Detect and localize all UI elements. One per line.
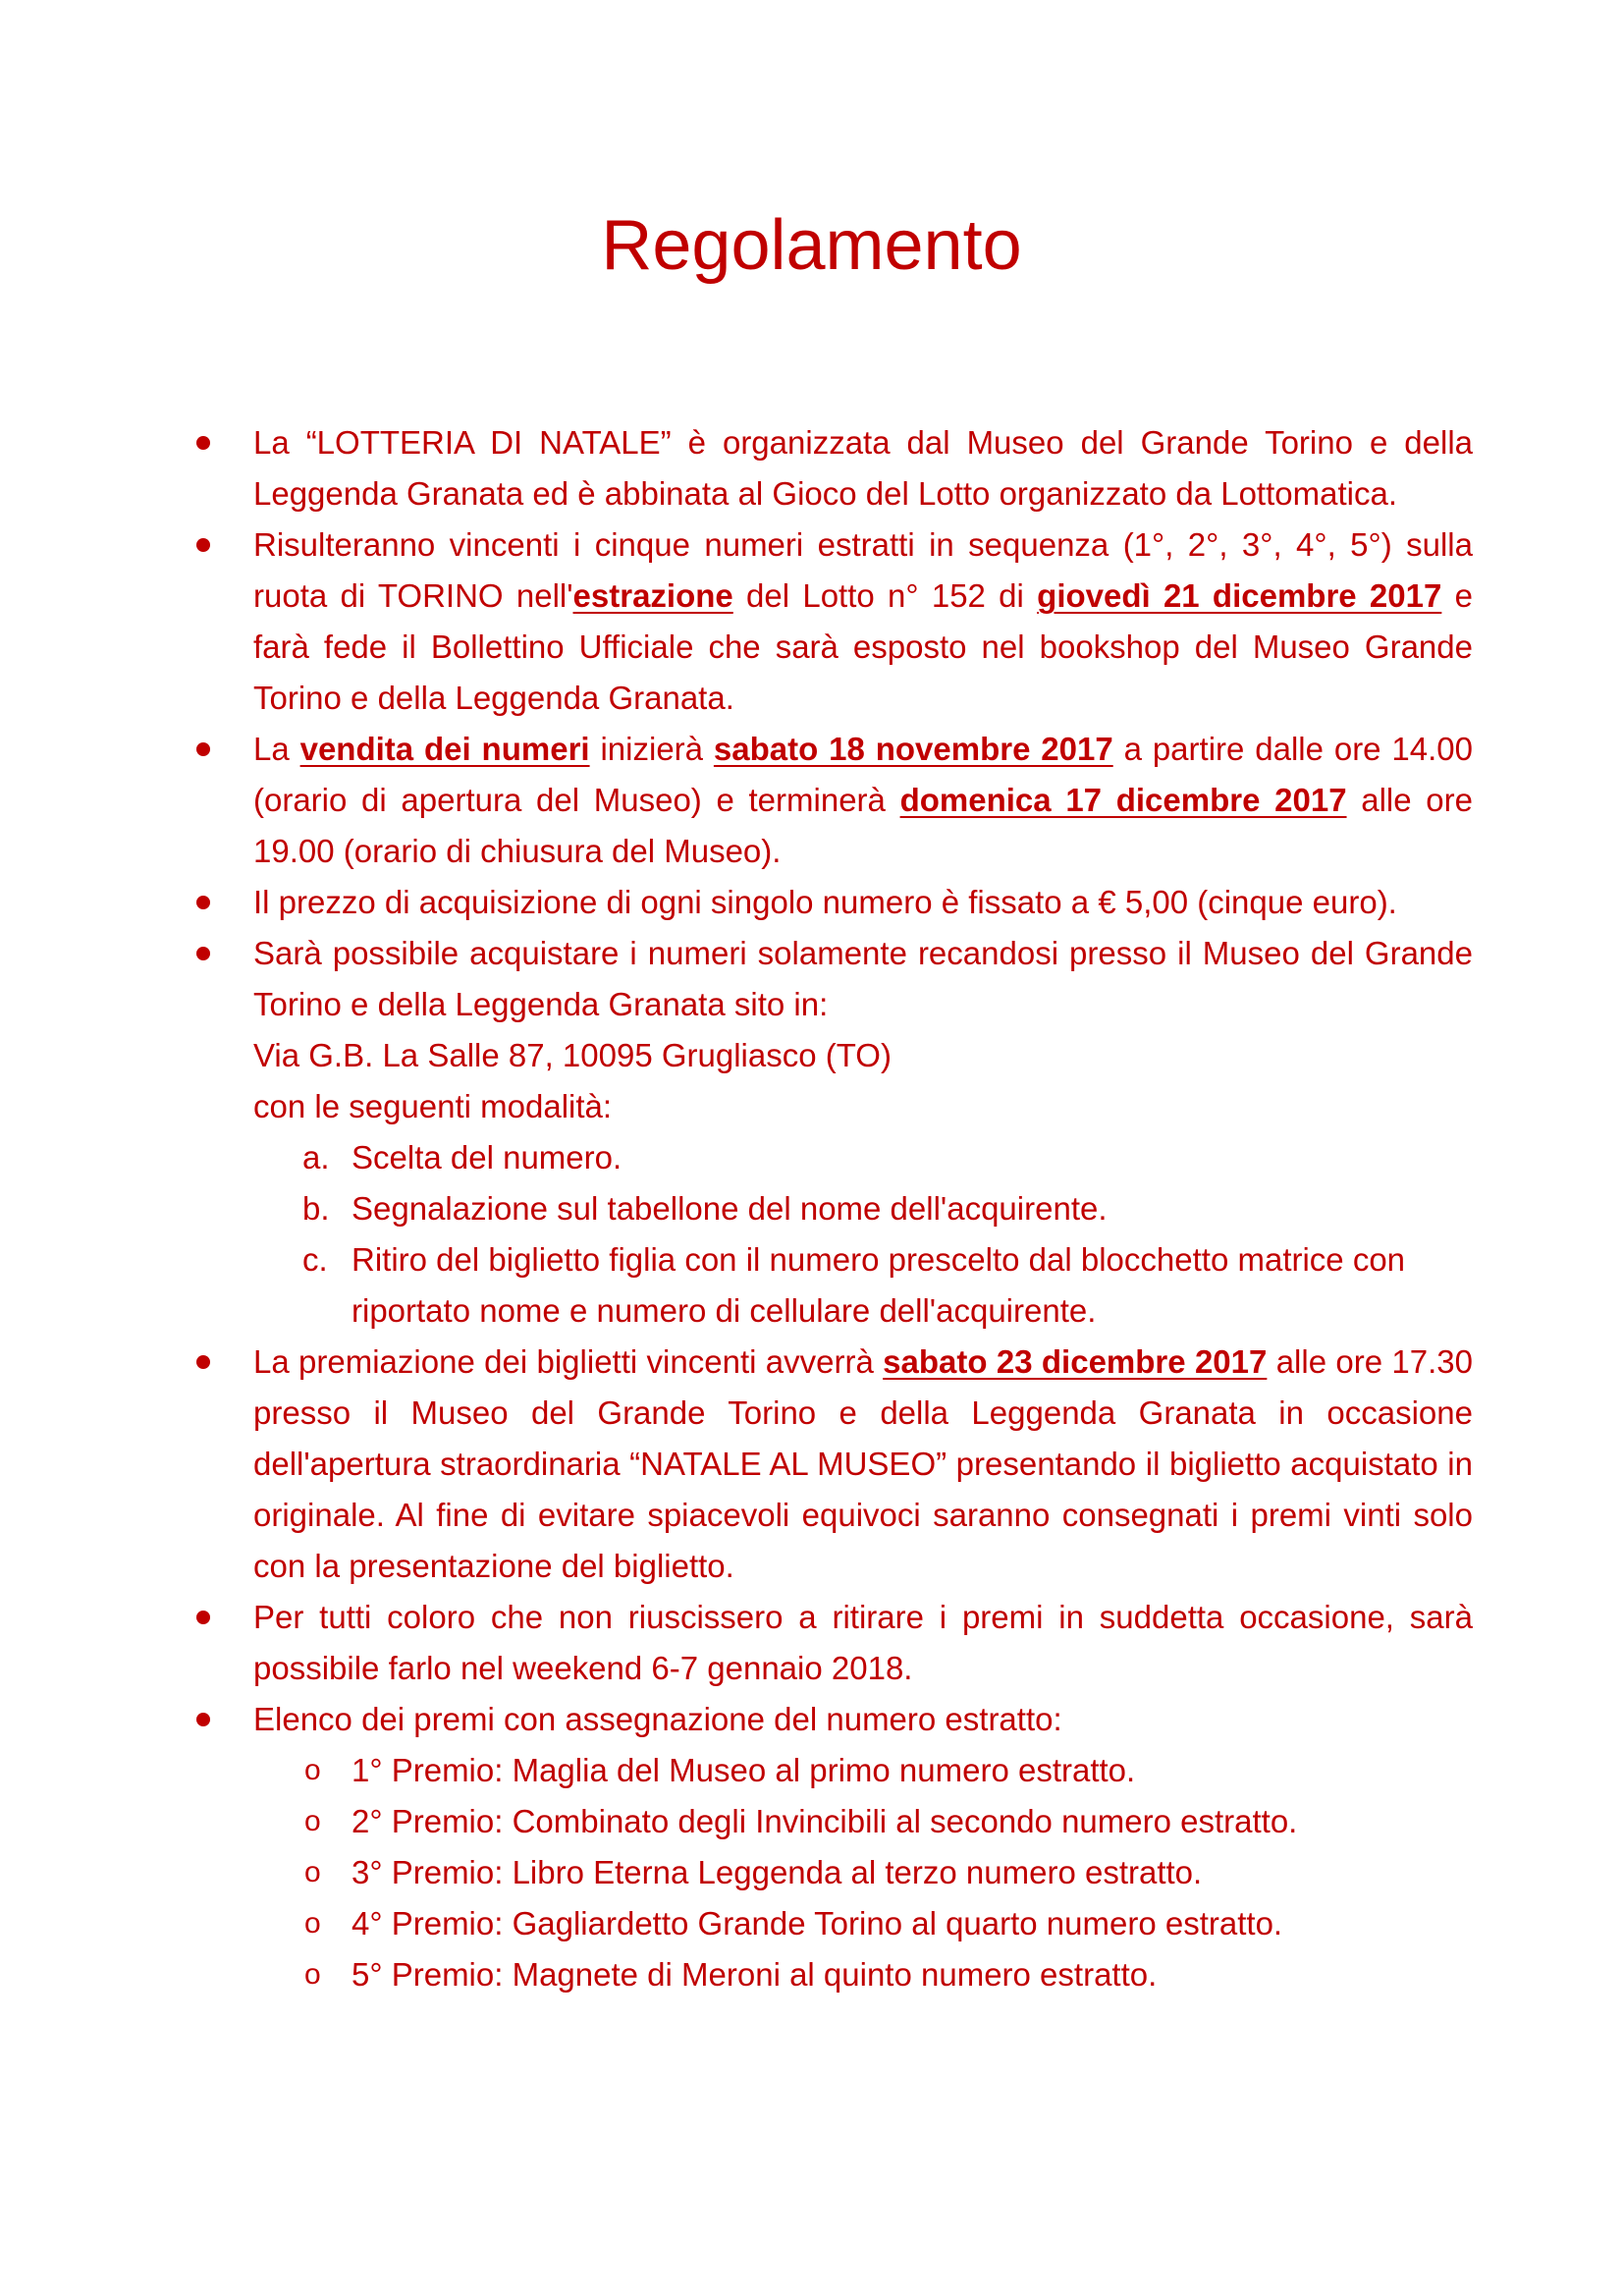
prize-text: 5° Premio: Magnete di Meroni al quinto numero estratto. — [352, 1956, 1158, 1993]
rule-text: La — [253, 731, 300, 767]
prize-item — [253, 1745, 1473, 1796]
prizes-list — [253, 1745, 1473, 2000]
rule-text: Elenco dei premi con assegnazione del numero estratto: — [253, 1701, 1062, 1737]
prize-text: 2° Premio: Combinato degli Invincibili al secondo numero estratto. — [352, 1803, 1298, 1839]
rule-item-estrazione — [253, 519, 1473, 724]
bullet-icon — [196, 1713, 210, 1726]
prize-text: 1° Premio: Maglia del Museo al primo numero estratto. — [352, 1752, 1136, 1788]
list-item-text: Segnalazione sul tabellone del nome dell'acquirente. — [352, 1190, 1108, 1227]
circle-bullet-icon: o — [304, 1856, 321, 1888]
circle-bullet-icon: o — [304, 1754, 321, 1786]
list-marker: a. — [302, 1139, 330, 1175]
rule-text: La premiazione dei biglietti vincenti avverrà — [253, 1343, 884, 1380]
prize-text: 3° Premio: Libro Eterna Leggenda al terzo numero estratto. — [352, 1854, 1203, 1890]
circle-bullet-icon: o — [304, 1805, 321, 1837]
rule-text: alle ore 17.30 presso il Museo del Grande Torino e della Leggenda Granata in occasione dell'apertura straordinaria “NATALE AL MUSEO” presentando il biglietto acquistato in originale. Al fine di evitare spiacevoli equivoci saranno consegnati i premi vinti solo con la presentazione del biglietto. — [253, 1343, 1473, 1584]
rule-text: Sarà possibile acquistare i numeri solamente recandosi presso il Museo del Grande Torino e della Leggenda Granata sito in: — [253, 935, 1473, 1022]
rule-text: alle ore 19.00 (orario di chiusura del Museo). — [253, 782, 1473, 869]
date-premiazione: sabato 23 dicembre 2017 — [883, 1343, 1268, 1380]
list-marker: c. — [302, 1241, 328, 1278]
modalita-list — [253, 1132, 1473, 1337]
bullet-icon — [196, 896, 210, 909]
rule-text: Risulteranno vincenti i cinque numeri estratti in sequenza (1°, 2°, 3°, 4°, 5°) sulla ruota di TORINO nell' — [253, 526, 1473, 614]
rule-text: Il prezzo di acquisizione di ogni singolo numero è fissato a € 5,00 (cinque euro). — [253, 884, 1397, 920]
prize-item — [253, 1898, 1473, 1949]
rule-item-organizzazione — [253, 417, 1473, 519]
list-item-text: Ritiro del biglietto figlia con il numero prescelto dal blocchetto matrice con riportato nome e numero di cellulare dell'acquirente. — [352, 1241, 1406, 1329]
bullet-icon — [196, 742, 210, 756]
rule-item-vendita — [253, 724, 1473, 877]
list-item-text: Scelta del numero. — [352, 1139, 622, 1175]
rule-text: e farà fede il Bollettino Ufficiale che sarà esposto nel bookshop del Museo Grande Torino e della Leggenda Granata. — [253, 577, 1473, 716]
list-item — [253, 1132, 1473, 1183]
modalita-intro: con le seguenti modalità: — [253, 1088, 613, 1124]
prize-item — [253, 1949, 1473, 2000]
rule-item-acquisto — [253, 928, 1473, 1337]
circle-bullet-icon: o — [304, 1907, 321, 1940]
rule-item-premi — [253, 1694, 1473, 2000]
list-marker: b. — [302, 1190, 330, 1227]
bullet-icon — [196, 436, 210, 450]
bullet-icon — [196, 538, 210, 552]
rule-item-premiazione — [253, 1337, 1473, 1592]
list-item — [253, 1183, 1473, 1234]
page-title: Regolamento — [601, 206, 1022, 285]
emphasis-vendita: vendita dei numeri — [299, 731, 590, 767]
bullet-icon — [196, 1611, 210, 1624]
date-inizio-vendita: sabato 18 novembre 2017 — [713, 731, 1113, 767]
bullet-icon — [196, 947, 210, 960]
rule-item-prezzo — [253, 877, 1473, 928]
circle-bullet-icon: o — [304, 1958, 321, 1991]
rule-text: Per tutti coloro che non riuscissero a ritirare i premi in suddetta occasione, sarà possibile farlo nel weekend 6-7 gennaio 2018. — [253, 1599, 1473, 1686]
rules-list — [253, 417, 1473, 2000]
rule-text: a partire dalle ore 14.00 (orario di apertura del Museo) e terminerà — [253, 731, 1473, 818]
museum-address: Via G.B. La Salle 87, 10095 Grugliasco (TO) — [253, 1037, 892, 1073]
list-item — [253, 1234, 1473, 1337]
date-estrazione: giovedì 21 dicembre 2017 — [1037, 577, 1442, 614]
emphasis-estrazione: estrazione — [572, 577, 733, 614]
prize-item — [253, 1847, 1473, 1898]
rule-text: inizierà — [589, 731, 714, 767]
rule-item-ritiro — [253, 1592, 1473, 1694]
rule-text: La “LOTTERIA DI NATALE” è organizzata dal Museo del Grande Torino e della Leggenda Granata ed è abbinata al Gioco del Lotto organizzato da Lottomatica. — [253, 424, 1473, 512]
rule-text: del Lotto n° 152 di — [732, 577, 1038, 614]
prize-text: 4° Premio: Gagliardetto Grande Torino al quarto numero estratto. — [352, 1905, 1283, 1941]
prize-item — [253, 1796, 1473, 1847]
date-fine-vendita: domenica 17 dicembre 2017 — [899, 782, 1347, 818]
bullet-icon — [196, 1355, 210, 1369]
